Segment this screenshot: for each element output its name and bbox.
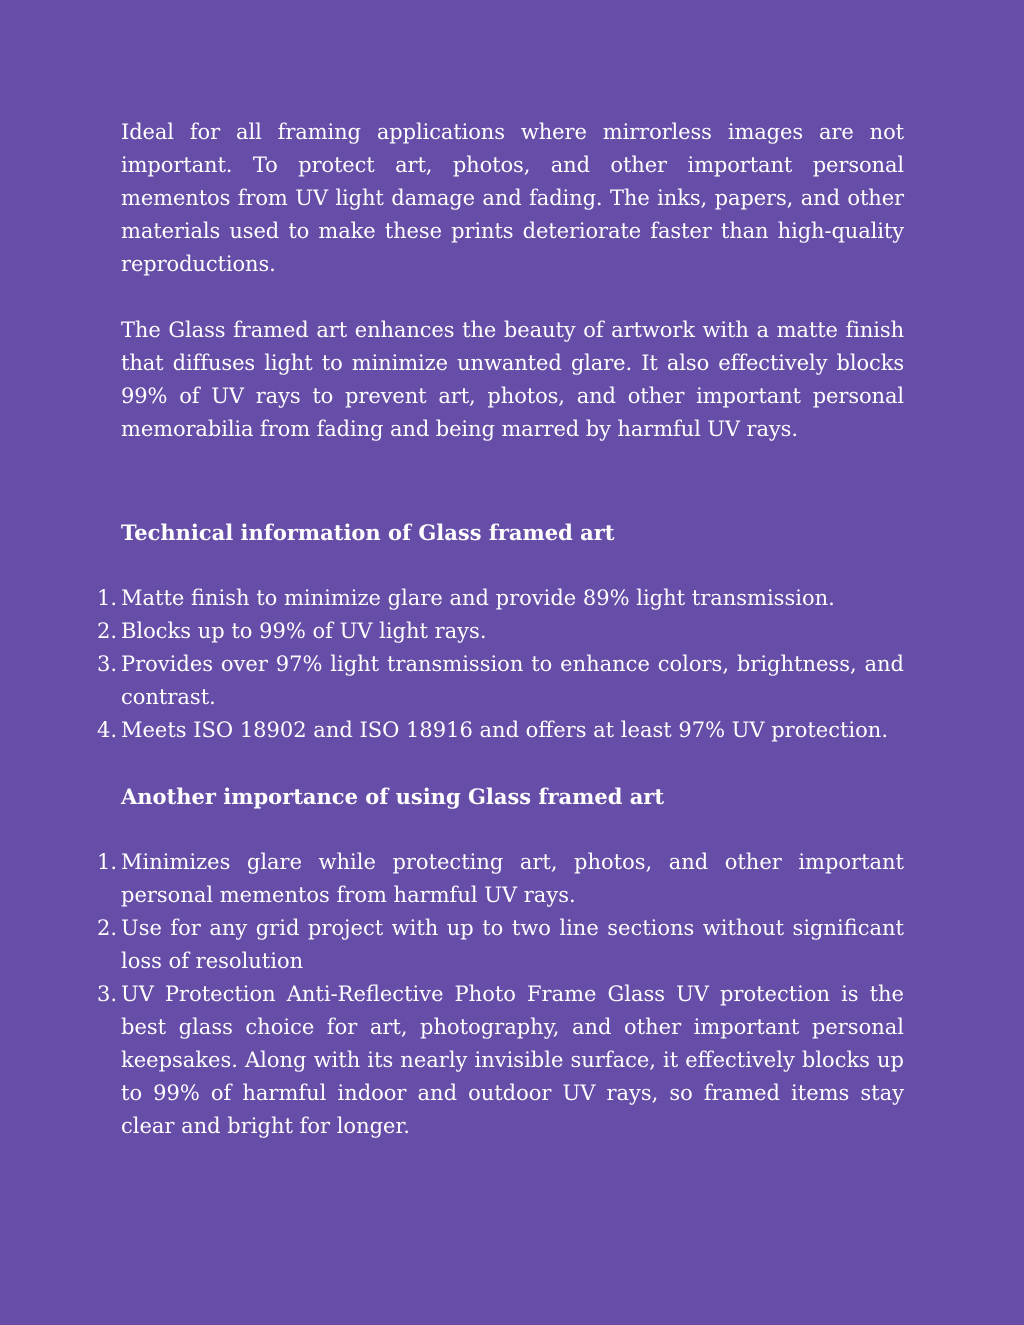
list-item — [96, 912, 904, 978]
list-item-text: Minimizes glare while protecting art, photos, and other important personal mementos from harmful UV rays. — [121, 850, 904, 907]
list-item-text: Meets ISO 18902 and ISO 18916 and offers at least 97% UV protection. — [121, 718, 888, 742]
list-number: 1. — [96, 586, 117, 610]
importance-heading: Another importance of using Glass framed art — [121, 784, 665, 809]
list-number: 3. — [96, 652, 117, 676]
technical-info-heading: Technical information of Glass framed art — [121, 520, 615, 545]
list-item — [96, 714, 904, 747]
list-item-text: Matte finish to minimize glare and provide 89% light transmission. — [121, 586, 835, 610]
list-number: 1. — [96, 850, 117, 874]
glass-benefits-paragraph: The Glass framed art enhances the beauty of artwork with a matte finish that diffuses light to minimize unwanted glare. It also effectively blocks 99% of UV rays to prevent art, photos, and other important personal memorabilia from fading and being marred by harmful UV rays. — [121, 318, 904, 441]
intro-paragraph: Ideal for all framing applications where mirrorless images are not important. To protect art, photos, and other important personal mementos from UV light damage and fading. The inks, papers, and other materials used to make these prints deteriorate faster than high-quality reproductions. — [121, 120, 904, 276]
list-number: 2. — [96, 916, 117, 940]
list-item — [96, 582, 904, 615]
list-item-text: Provides over 97% light transmission to enhance colors, brightness, and contrast. — [121, 652, 904, 709]
list-item-text: UV Protection Anti-Reflective Photo Frame Glass UV protection is the best glass choice for art, photography, and other important personal keepsakes. Along with its nearly invisible surface, it effectively blocks up to 99% of harmful indoor and outdoor UV rays, so framed items stay clear and bright for longer. — [121, 982, 904, 1138]
list-item-text: Use for any grid project with up to two line sections without significant loss of resolution — [121, 916, 904, 973]
list-number: 4. — [96, 718, 117, 742]
list-item — [96, 978, 904, 1143]
list-item — [96, 846, 904, 912]
list-number: 3. — [96, 982, 117, 1006]
document-body — [96, 116, 904, 1143]
list-item-text: Blocks up to 99% of UV light rays. — [121, 619, 487, 643]
technical-info-list — [96, 582, 904, 747]
list-item — [96, 615, 904, 648]
list-number: 2. — [96, 619, 117, 643]
list-item — [96, 648, 904, 714]
importance-list — [96, 846, 904, 1143]
